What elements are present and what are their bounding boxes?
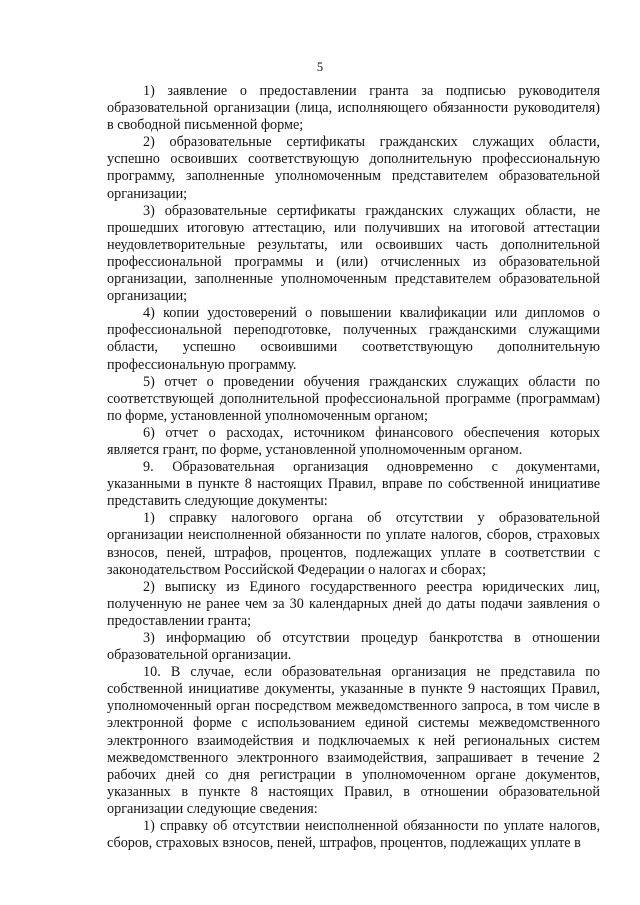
paragraph-item-4: 4) копии удостоверений о повышении квалификации или дипломов о профессиональной переподготовке, полученных гражданскими служащими области, успешно освоившими соответствующую дополнительную профессиональную программу. (107, 305, 600, 373)
paragraph-item-1: 1) заявление о предоставлении гранта за подписью руководителя образовательной организации (лица, исполняющего обязанности руководителя) в свободной письменной форме; (107, 83, 600, 134)
paragraph-clause-9: 9. Образовательная организация одновременно с документами, указанными в пункте 8 настоящих Правил, вправе по собственной инициативе представить следующие документы: (107, 459, 600, 510)
paragraph-item-2: 2) образовательные сертификаты гражданских служащих области, успешно освоивших соответствующую дополнительную профессиональную программу, заполненные уполномоченным представителем образовательной организации; (107, 134, 600, 202)
paragraph-item-3: 3) образовательные сертификаты гражданских служащих области, не прошедших итоговую аттестацию, или получивших на итоговой аттестации неудовлетворительные результаты, или освоивших часть дополнительной профессиональной программы и (или) отчисленных из образовательной организации, заполненные уполномоченным представителем образовательной организации; (107, 202, 600, 305)
paragraph-clause-10-item-1: 1) справку об отсутствии неисполненной обязанности по уплате налогов, сборов, страховых взносов, пеней, штрафов, процентов, подлежащих уплате в (107, 818, 600, 852)
paragraph-item-5: 5) отчет о проведении обучения гражданских служащих области по соответствующей дополнительной профессиональной программе (программам) по форме, установленной уполномоченным органом; (107, 373, 600, 424)
paragraph-clause-9-item-3: 3) информацию об отсутствии процедур банкротства в отношении образовательной организации. (107, 630, 600, 664)
page-number: 5 (316, 60, 324, 74)
paragraph-clause-9-item-1: 1) справку налогового органа об отсутствии у образовательной организации неисполненной обязанности по уплате налогов, сборов, страховых взносов, пеней, штрафов, процентов, подлежащих уплате в соответствии с законодательством Российской Федерации о налогах и сборах; (107, 510, 600, 578)
paragraph-clause-9-item-2: 2) выписку из Единого государственного реестра юридических лиц, полученную не ранее чем за 30 календарных дней до даты подачи заявления о предоставлении гранта; (107, 578, 600, 629)
document-body (107, 83, 600, 852)
paragraph-item-6: 6) отчет о расходах, источником финансового обеспечения которых является грант, по форме, установленной уполномоченным органом. (107, 424, 600, 458)
paragraph-clause-10: 10. В случае, если образовательная организация не представила по собственной инициативе документы, указанные в пункте 9 настоящих Правил, уполномоченный орган посредством межведомственного запроса, в том числе в электронной форме с использованием единой системы межведомственного электронного взаимодействия и подключаемых к ней региональных систем межведомственного электронного взаимодействия, запрашивает в течение 2 рабочих дней со дня регистрации в уполномоченном органе документов, указанных в пункте 8 настоящих Правил, в отношении образовательной организации следующие сведения: (107, 664, 600, 817)
